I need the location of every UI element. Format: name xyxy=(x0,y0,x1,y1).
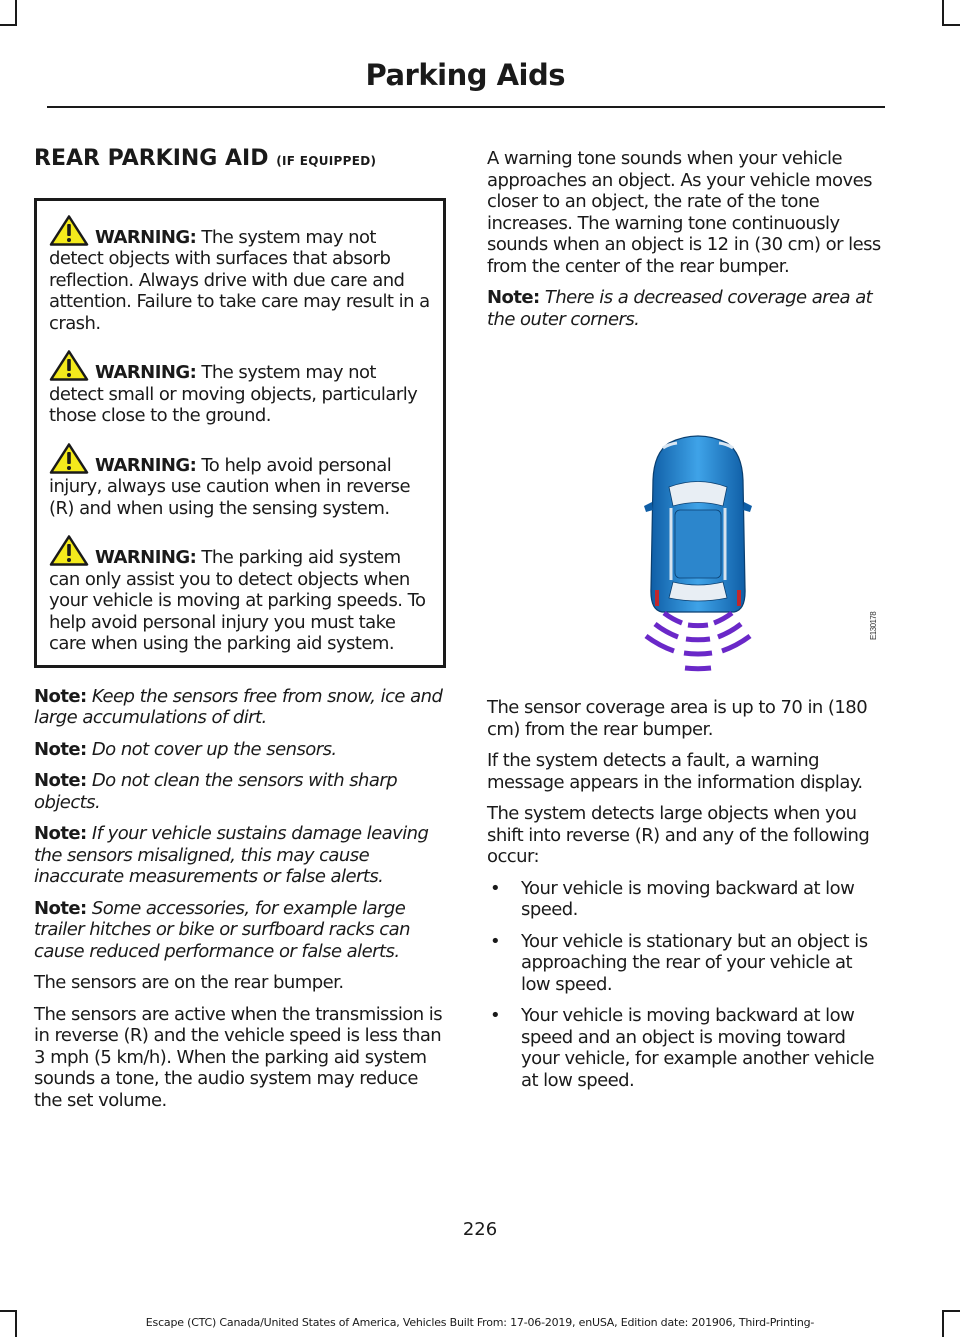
crop-mark xyxy=(942,0,944,26)
car-top-view-icon xyxy=(487,340,882,685)
warning-box xyxy=(34,198,446,668)
note-text: Do not cover up the sensors. xyxy=(86,738,337,760)
note xyxy=(34,770,446,813)
note-label: Note: xyxy=(34,685,87,707)
body-paragraph: If the system detects a fault, a warning message appears in the information display. xyxy=(487,750,863,793)
note xyxy=(34,739,446,761)
warning-text: To help avoid personal injury, always use caution when in reverse (R) and when using the sensing system. xyxy=(49,454,410,519)
body-paragraph: The sensors are active when the transmission is in reverse (R) and the vehicle speed is less than 3 mph (5 km/h). When the parking aid system sounds a tone, the audio system may reduce the set volume. xyxy=(34,1003,443,1111)
section-title xyxy=(34,148,446,173)
note-label: Note: xyxy=(34,770,87,791)
page-number: 226 xyxy=(462,1219,498,1240)
warning-item xyxy=(49,443,435,520)
note-label: Note: xyxy=(34,897,87,919)
body-paragraph: The system detects large objects when you shift into reverse (R) and any of the following occur: xyxy=(487,803,870,867)
warning-text: The parking aid system can only assist you to detect objects when your vehicle is moving at parking speeds. To help avoid personal injury you must take care when using the parking aid system. xyxy=(49,547,426,654)
section-title-tag: (IF EQUIPPED) xyxy=(276,154,377,168)
left-column xyxy=(34,148,446,1121)
note-text: There is a decreased coverage area at the outer corners. xyxy=(487,287,873,330)
note-text: If your vehicle sustains damage leaving the sensors misaligned, this may cause inaccurate measurements or false alerts. xyxy=(34,823,429,887)
list-item: • Your vehicle is stationary but an object is approaching the rear of your vehicle at low speed. xyxy=(487,931,882,996)
warning-label: WARNING: xyxy=(95,362,197,383)
rear-sensor-illustration xyxy=(487,340,882,685)
note-label: Note: xyxy=(487,287,540,308)
warning-triangle-icon xyxy=(49,215,89,246)
figure-code: E130178 xyxy=(869,611,878,640)
right-column xyxy=(487,148,882,1101)
warning-item xyxy=(49,535,435,655)
section-title-text: REAR PARKING AID xyxy=(34,146,269,171)
header-rule xyxy=(47,106,885,108)
note-text: Some accessories, for example large trailer hitches or bike or surfboard racks can cause reduced performance or false alerts. xyxy=(34,897,410,962)
note-label: Note: xyxy=(34,738,87,760)
warning-label: WARNING: xyxy=(95,547,197,568)
intro-paragraph: A warning tone sounds when your vehicle approaches an object. As your vehicle moves closer to an object, the rate of the tone increases. The warning tone continuously sounds when an object is 12 in (30 cm) or less from the center of the rear bumper. xyxy=(487,148,881,277)
page-header-title: Parking Aids xyxy=(365,58,565,92)
body-paragraph: The sensor coverage area is up to 70 in (180 cm) from the rear bumper. xyxy=(487,697,868,740)
bullet-list xyxy=(487,878,882,1092)
warning-text: The system may not detect objects with surfaces that absorb reflection. Always drive with due care and attention. Failure to take care may result in a crash. xyxy=(49,226,430,334)
note-label: Note: xyxy=(34,823,87,844)
warning-label: WARNING: xyxy=(95,454,197,476)
note-text: Do not clean the sensors with sharp objects. xyxy=(34,770,398,813)
crop-mark xyxy=(0,1310,16,1312)
footer-text: Escape (CTC) Canada/United States of America, Vehicles Built From: 17-06-2019, enUSA, Edition date: 201906, Third-Printing- xyxy=(145,1316,815,1329)
crop-mark xyxy=(0,24,16,26)
list-item: • Your vehicle is moving backward at low speed. xyxy=(487,878,882,921)
warning-triangle-icon xyxy=(49,535,89,566)
crop-mark xyxy=(15,0,17,26)
crop-mark xyxy=(944,24,960,26)
note xyxy=(487,287,882,330)
warning-triangle-icon xyxy=(49,350,89,381)
warning-text: The system may not detect small or moving objects, particularly those close to the ground. xyxy=(49,362,418,426)
body-paragraph: The sensors are on the rear bumper. xyxy=(34,972,344,993)
list-item: • Your vehicle is moving backward at low speed and an object is moving toward your vehicle, for example another vehicle at low speed. xyxy=(487,1005,882,1091)
note xyxy=(34,898,446,963)
warning-label: WARNING: xyxy=(95,226,197,248)
crop-mark xyxy=(944,1310,960,1312)
note xyxy=(34,686,446,729)
note xyxy=(34,823,446,888)
warning-triangle-icon xyxy=(49,443,89,474)
warning-item xyxy=(49,350,435,427)
warning-item xyxy=(49,215,435,335)
note-text: Keep the sensors free from snow, ice and large accumulations of dirt. xyxy=(34,685,443,728)
